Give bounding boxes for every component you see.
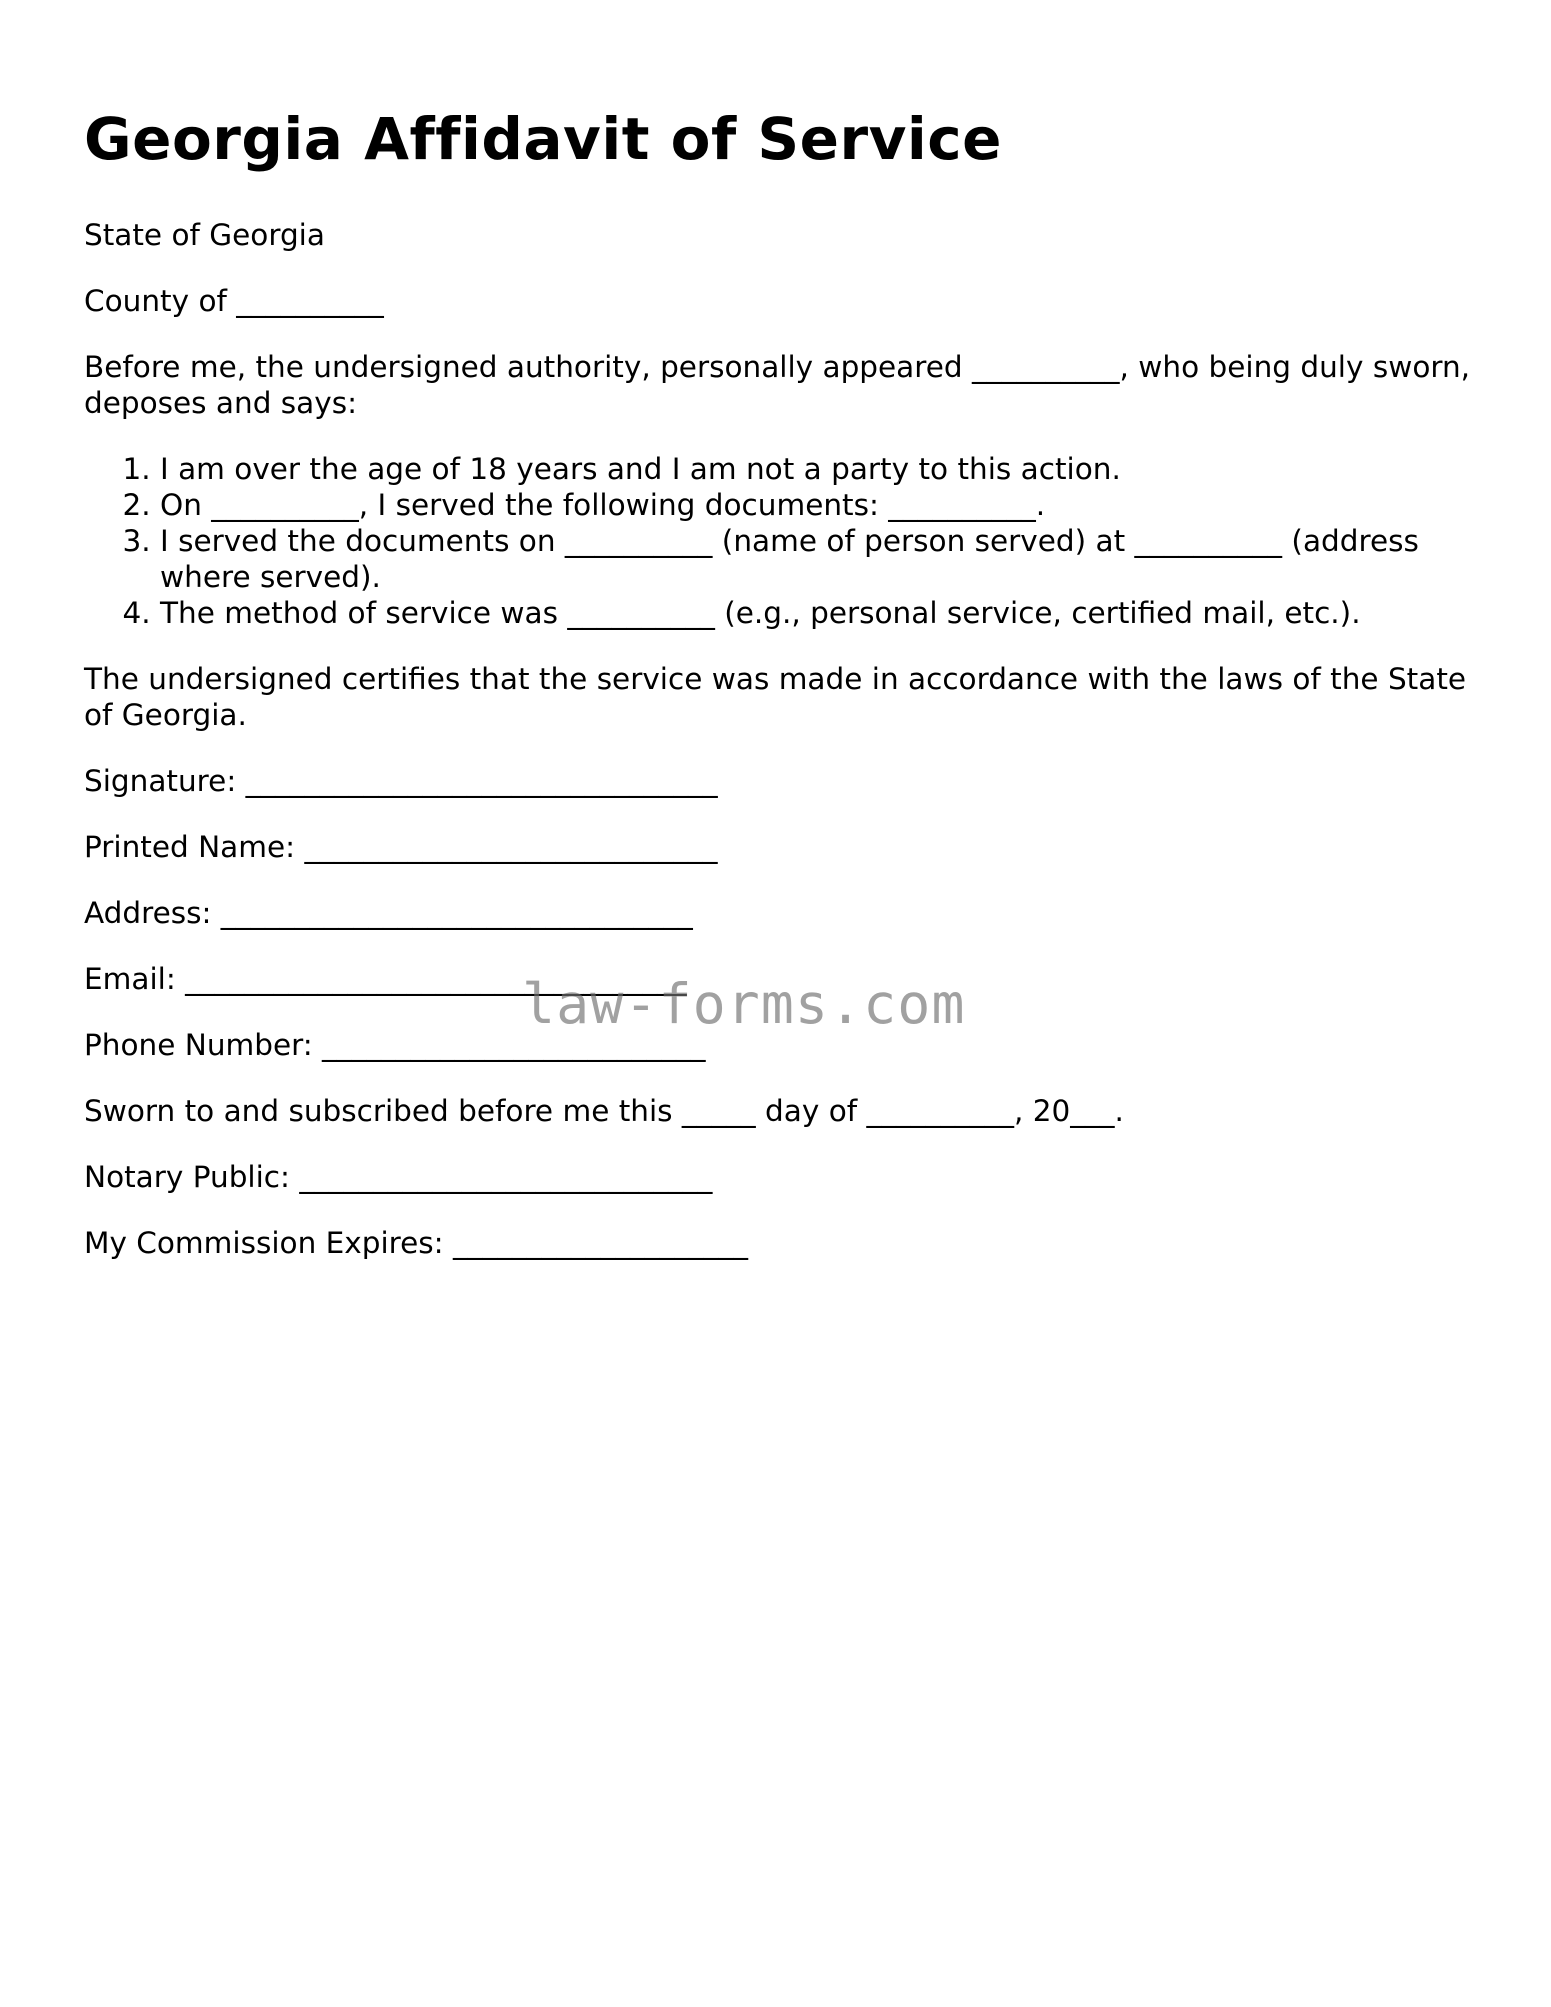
- watermark: law-forms.com: [522, 972, 966, 1036]
- statement-item: 2. On __________, I served the following documents: __________.: [160, 487, 1484, 523]
- address-field: Address: ________________________________: [84, 895, 693, 930]
- statements-list: [84, 451, 1484, 631]
- statement-item: 1. I am over the age of 18 years and I am not a party to this action.: [160, 451, 1484, 487]
- county-line: County of __________: [84, 283, 384, 318]
- commission-expires-field: My Commission Expires: ____________________: [84, 1225, 748, 1260]
- certification-paragraph: The undersigned certifies that the service was made in accordance with the laws of the State of Georgia.: [84, 661, 1467, 732]
- document-title: Georgia Affidavit of Service: [84, 105, 1003, 173]
- state-line: State of Georgia: [84, 217, 325, 252]
- sworn-line: Sworn to and subscribed before me this _____ day of __________, 20___.: [84, 1093, 1124, 1128]
- statement-item: 3. I served the documents on __________ (name of person served) at __________ (address where served).: [160, 523, 1484, 595]
- notary-public-field: Notary Public: ____________________________: [84, 1159, 713, 1194]
- signature-field: Signature: ________________________________: [84, 763, 718, 798]
- phone-number-field: Phone Number: __________________________: [84, 1027, 706, 1062]
- statement-item: 4. The method of service was __________ (e.g., personal service, certified mail, etc.).: [160, 595, 1484, 631]
- affidavit-page: [84, 0, 1484, 1261]
- printed-name-field: Printed Name: ____________________________: [84, 829, 718, 864]
- intro-paragraph: Before me, the undersigned authority, personally appeared __________, who being duly sworn, deposes and says:: [84, 349, 1471, 420]
- email-field: Email: __________________________________: [84, 961, 687, 996]
